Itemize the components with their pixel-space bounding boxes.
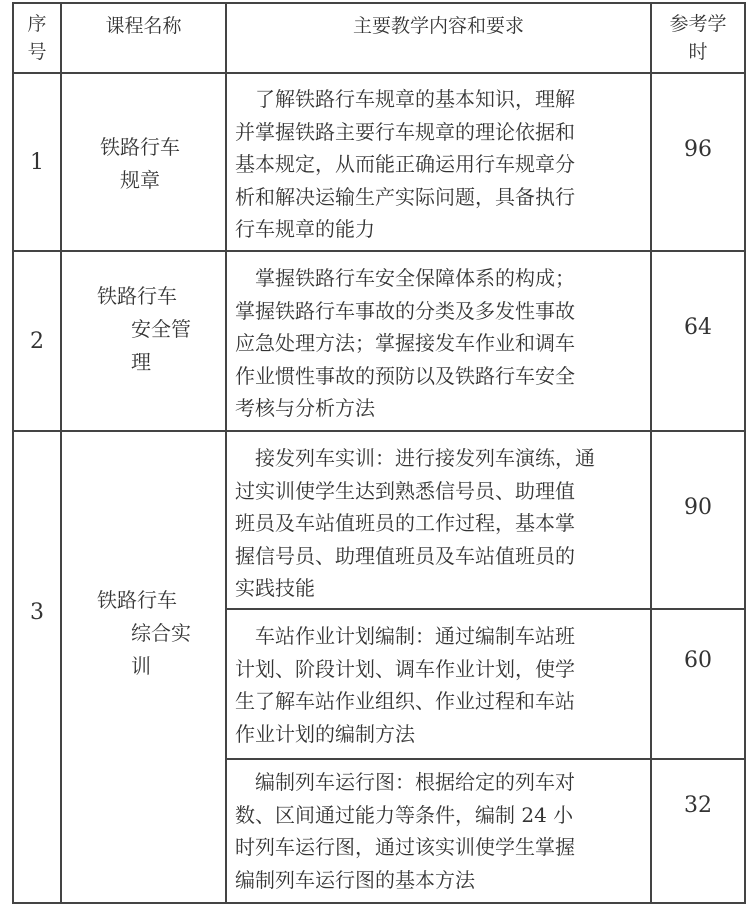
header-hours — [652, 4, 744, 72]
course-hours: 32 — [684, 792, 712, 818]
course-hours: 64 — [684, 314, 712, 340]
course-hours: 60 — [684, 647, 712, 673]
header-content: 主要教学内容和要求 — [352, 15, 524, 37]
table-col-rule — [225, 2, 227, 904]
header-hours-line: 参考学 — [669, 13, 727, 35]
header-index-line: 号 — [27, 41, 47, 63]
header-index — [14, 4, 60, 72]
course-content: 了解铁路行车规章的基本知识，理解 并掌握铁路主要行车规章的理论依据和 基本规定，从而能正确运用行车规章分 析和解决运输生产实际问题，具备执行 行车规章的能力 — [235, 87, 575, 241]
table-rule — [12, 250, 746, 252]
table-rule — [12, 430, 746, 432]
header-hours-line: 时 — [688, 41, 708, 63]
course-content: 接发列车实训：进行接发列车演练，通 过实训使学生达到熟悉信号员、助理值 班员及车站值班员的工作过程，基本掌 握信号员、助理值班员及车站值班员的 实践技能 — [235, 446, 595, 600]
header-course: 课程名称 — [105, 15, 182, 37]
row-index: 2 — [30, 328, 44, 354]
table-border-right — [744, 2, 746, 904]
table-border-bottom — [12, 902, 746, 904]
course-hours: 96 — [684, 136, 712, 162]
table-rule — [12, 72, 746, 74]
row-index: 3 — [30, 599, 44, 625]
course-name: 铁路行车 安全管 理 — [97, 284, 191, 374]
table-col-rule — [60, 2, 62, 904]
course-name: 铁路行车 规章 — [100, 135, 180, 192]
course-name: 铁路行车 综合实 训 — [97, 588, 191, 678]
course-content: 编制列车运行图：根据给定的列车对 数、区间通过能力等条件，编制 24 小 时列车运行图，通过该实训使学生掌握 编制列车运行图的基本方法 — [235, 770, 575, 892]
header-index-line: 序 — [27, 13, 47, 35]
course-hours: 90 — [684, 494, 712, 520]
row-index: 1 — [30, 149, 44, 175]
course-content: 车站作业计划编制：通过编制车站班 计划、阶段计划、调车作业计划，使学 生了解车站作业组织、作业过程和车站 作业计划的编制方法 — [235, 624, 575, 746]
course-content: 掌握铁路行车安全保障体系的构成； 掌握铁路行车事故的分类及多发性事故 应急处理方法；掌握接发车作业和调车 作业惯性事故的预防以及铁路行车安全 考核与分析方法 — [235, 266, 575, 420]
